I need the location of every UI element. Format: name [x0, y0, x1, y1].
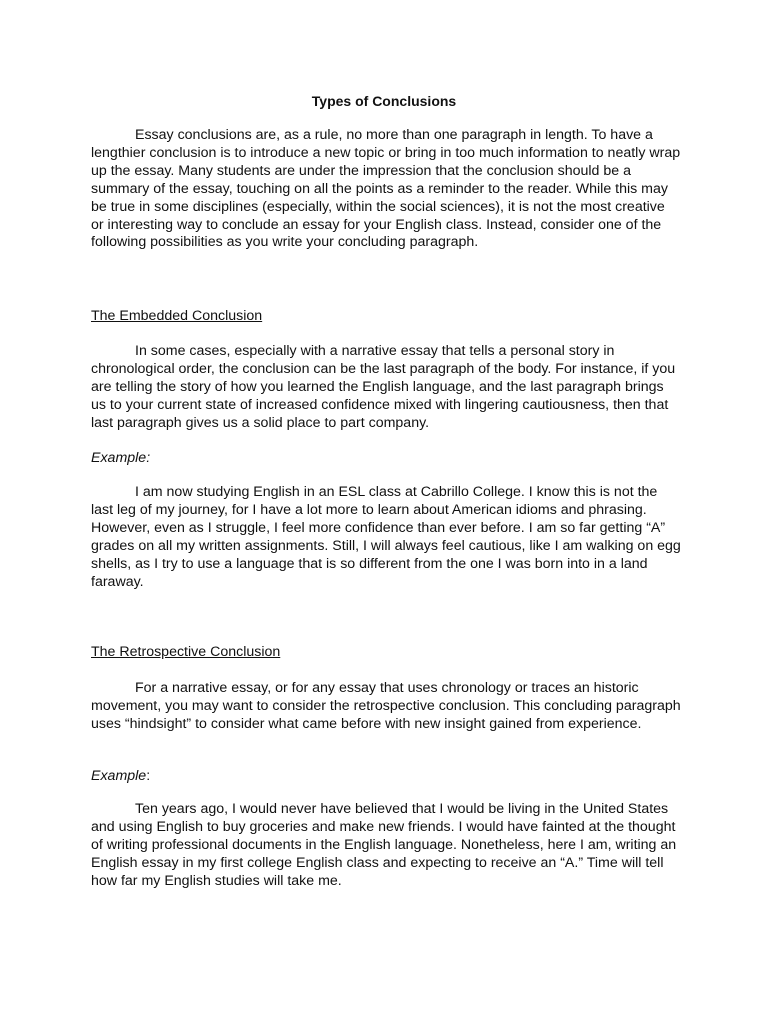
embedded-example-paragraph: I am now studying English in an ESL class at Cabrillo College. I know this is not the last leg of my journey, for I have a lot more to learn about American idioms and phrasing. However, even as I struggle, I feel more confidence than ever before. I am so far getting “A” grades on all my written assignments. Still, I will always feel cautious, like I am walking on egg shells, as I try to use a language that is so different from the one I was born into in a land faraway.: [91, 484, 681, 590]
section-heading-retrospective: The Retrospective Conclusion: [91, 644, 281, 660]
example-label: Example:: [91, 450, 151, 466]
example-label-suffix: :: [146, 768, 151, 784]
document-title: Types of Conclusions: [311, 93, 457, 109]
section-heading-embedded: The Embedded Conclusion: [91, 308, 263, 324]
retrospective-example-label: [91, 767, 150, 785]
embedded-example-label: [91, 449, 150, 467]
embedded-body-paragraph: In some cases, especially with a narrative essay that tells a personal story in chronological order, the conclusion can be the last paragraph of the body. For instance, if you are telling the story of how you learned the English language, and the last paragraph brings us to your current state of increased confidence mixed with lingering cautiousness, then that last paragraph gives us a solid place to part company.: [91, 343, 676, 431]
intro-paragraph: Essay conclusions are, as a rule, no more than one paragraph in length. To have a lengthier conclusion is to introduce a new topic or bring in too much information to neatly wrap up the essay. Many students are under the impression that the conclusion should be a summary of the essay, touching on all the points as a reminder to the reader. While this may be true in some disciplines (especially, within the social sciences), it is not the most creative or interesting way to conclude an essay for your English class. Instead, consider one of the following possibilities as you write your concluding paragraph.: [91, 127, 681, 251]
retrospective-body-paragraph: For a narrative essay, or for any essay that uses chronology or traces an historic movement, you may want to consider the retrospective conclusion. This concluding paragraph uses “hindsight” to consider what came before with new insight gained from experience.: [91, 680, 681, 732]
example-label: Example: [91, 768, 147, 784]
retrospective-example-paragraph: Ten years ago, I would never have believed that I would be living in the United States and using English to buy groceries and make new friends. I would have fainted at the thought of writing professional documents in the English language. Nonetheless, here I am, writing an English essay in my first college English class and expecting to receive an “A.” Time will tell how far my English studies will take me.: [91, 801, 677, 889]
